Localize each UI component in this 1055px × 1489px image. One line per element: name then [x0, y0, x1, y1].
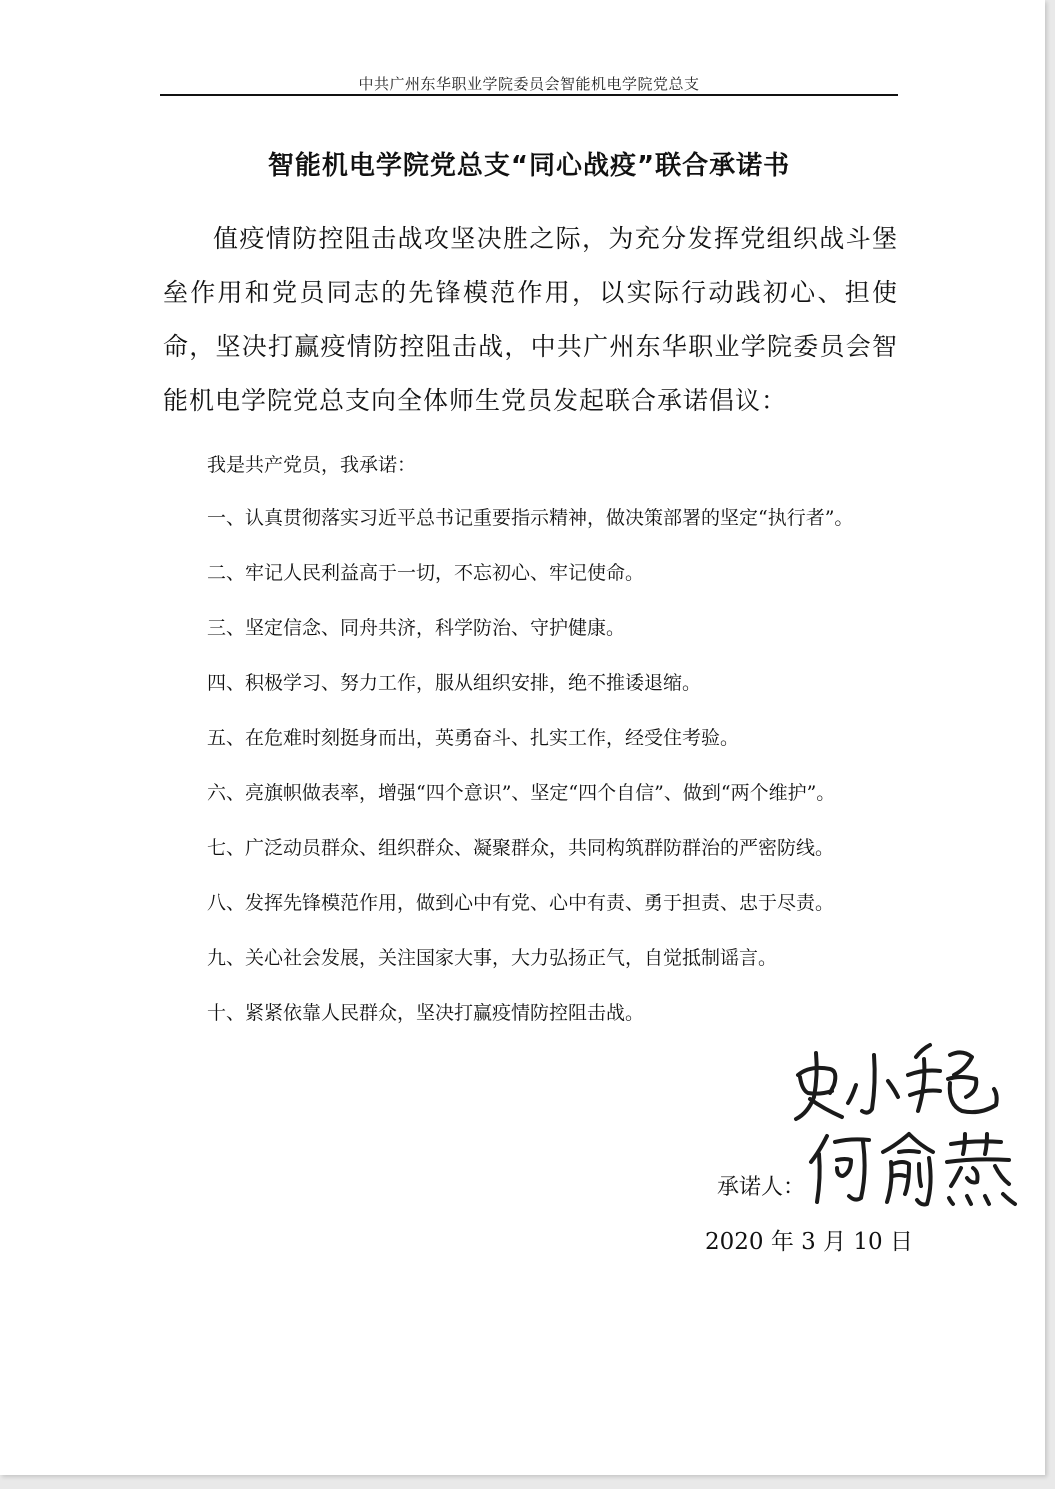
pledge-item: 二、牢记人民利益高于一切，不忘初心、牢记使命。 [207, 562, 645, 584]
pledge-intro: 我是共产党员，我承诺： [207, 454, 417, 476]
document-title: 智能机电学院党总支“同心战疫”联合承诺书 [267, 151, 791, 181]
document-header: 中共广州东华职业学院委员会智能机电学院党总支 [358, 75, 700, 93]
pledge-item: 四、积极学习、努力工作，服从组织安排，绝不推诿退缩。 [207, 672, 702, 694]
pledge-item: 十、紧紧依靠人民群众，坚决打赢疫情防控阻击战。 [207, 1002, 645, 1024]
pledge-item: 五、在危难时刻挺身而出，英勇奋斗、扎实工作，经受住考验。 [207, 727, 740, 749]
pledge-item: 一、认真贯彻落实习近平总书记重要指示精神，做决策部署的坚定“执行者”。 [207, 507, 854, 529]
pledge-list [207, 503, 907, 1053]
pledge-item: 八、发挥先锋模范作用，做到心中有党、心中有责、勇于担责、忠于尽责。 [207, 892, 835, 914]
pledge-item: 九、关心社会发展，关注国家大事，大力弘扬正气，自觉抵制谣言。 [207, 947, 778, 969]
pledge-item: 六、亮旗帜做表率，增强“四个意识”、坚定“四个自信”、做到“两个维护”。 [207, 782, 836, 804]
document-date: 2020 年 3 月 10 日 [705, 1229, 913, 1255]
header-divider [160, 94, 898, 96]
intro-paragraph: 值疫情防控阻击战攻坚决胜之际，为充分发挥党组织战斗堡垒作用和党员同志的先锋模范作用，以实际行动践初心、担使命，坚决打赢疫情防控阻击战，中共广州东华职业学院委员会智能机电学院党总支向全体师生党员发起联合承诺倡议： [163, 224, 898, 415]
signer-label: 承诺人： [717, 1175, 806, 1200]
pledge-item: 七、广泛动员群众、组织群众、凝聚群众，共同构筑群防群治的严密防线。 [207, 837, 835, 859]
handwritten-signature-1 [790, 1035, 1005, 1125]
handwritten-signature-2 [805, 1128, 1020, 1210]
pledge-item: 三、坚定信念、同舟共济，科学防治、守护健康。 [207, 617, 626, 639]
